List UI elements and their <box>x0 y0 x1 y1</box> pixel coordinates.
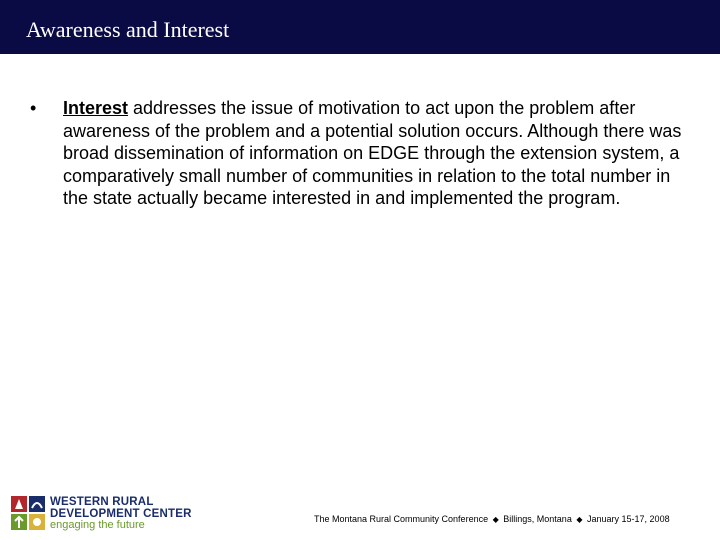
footer-date: January 15-17, 2008 <box>587 514 670 524</box>
logo-line2: DEVELOPMENT CENTER <box>50 507 192 520</box>
bullet-marker: • <box>30 98 37 118</box>
footer-location: Billings, Montana <box>503 514 572 524</box>
bullet-keyword: Interest <box>63 98 129 118</box>
wrdc-logo-mark-icon <box>10 495 46 531</box>
logo-tagline: engaging the future <box>50 519 145 531</box>
footer <box>314 514 670 525</box>
slide-title: Awareness and Interest <box>26 17 230 42</box>
wrdc-logo <box>10 495 210 531</box>
logo-line1: WESTERN RURAL <box>50 496 154 508</box>
bullet-body: addresses the issue of motivation to act upon the problem after awareness of the problem and a potential solution occurs. Although there was broad dissemination of information on EDGE through the extension system, a comparatively small number of communities in relation to the total number in the state actually became interested in and implemented the program. <box>63 98 682 208</box>
footer-separator-2: ◆ <box>576 515 583 524</box>
bullet-text <box>63 97 700 210</box>
footer-separator-1: ◆ <box>492 515 499 524</box>
title-bar <box>0 0 720 54</box>
footer-conference: The Montana Rural Community Conference <box>314 514 489 524</box>
slide-content <box>30 97 700 210</box>
